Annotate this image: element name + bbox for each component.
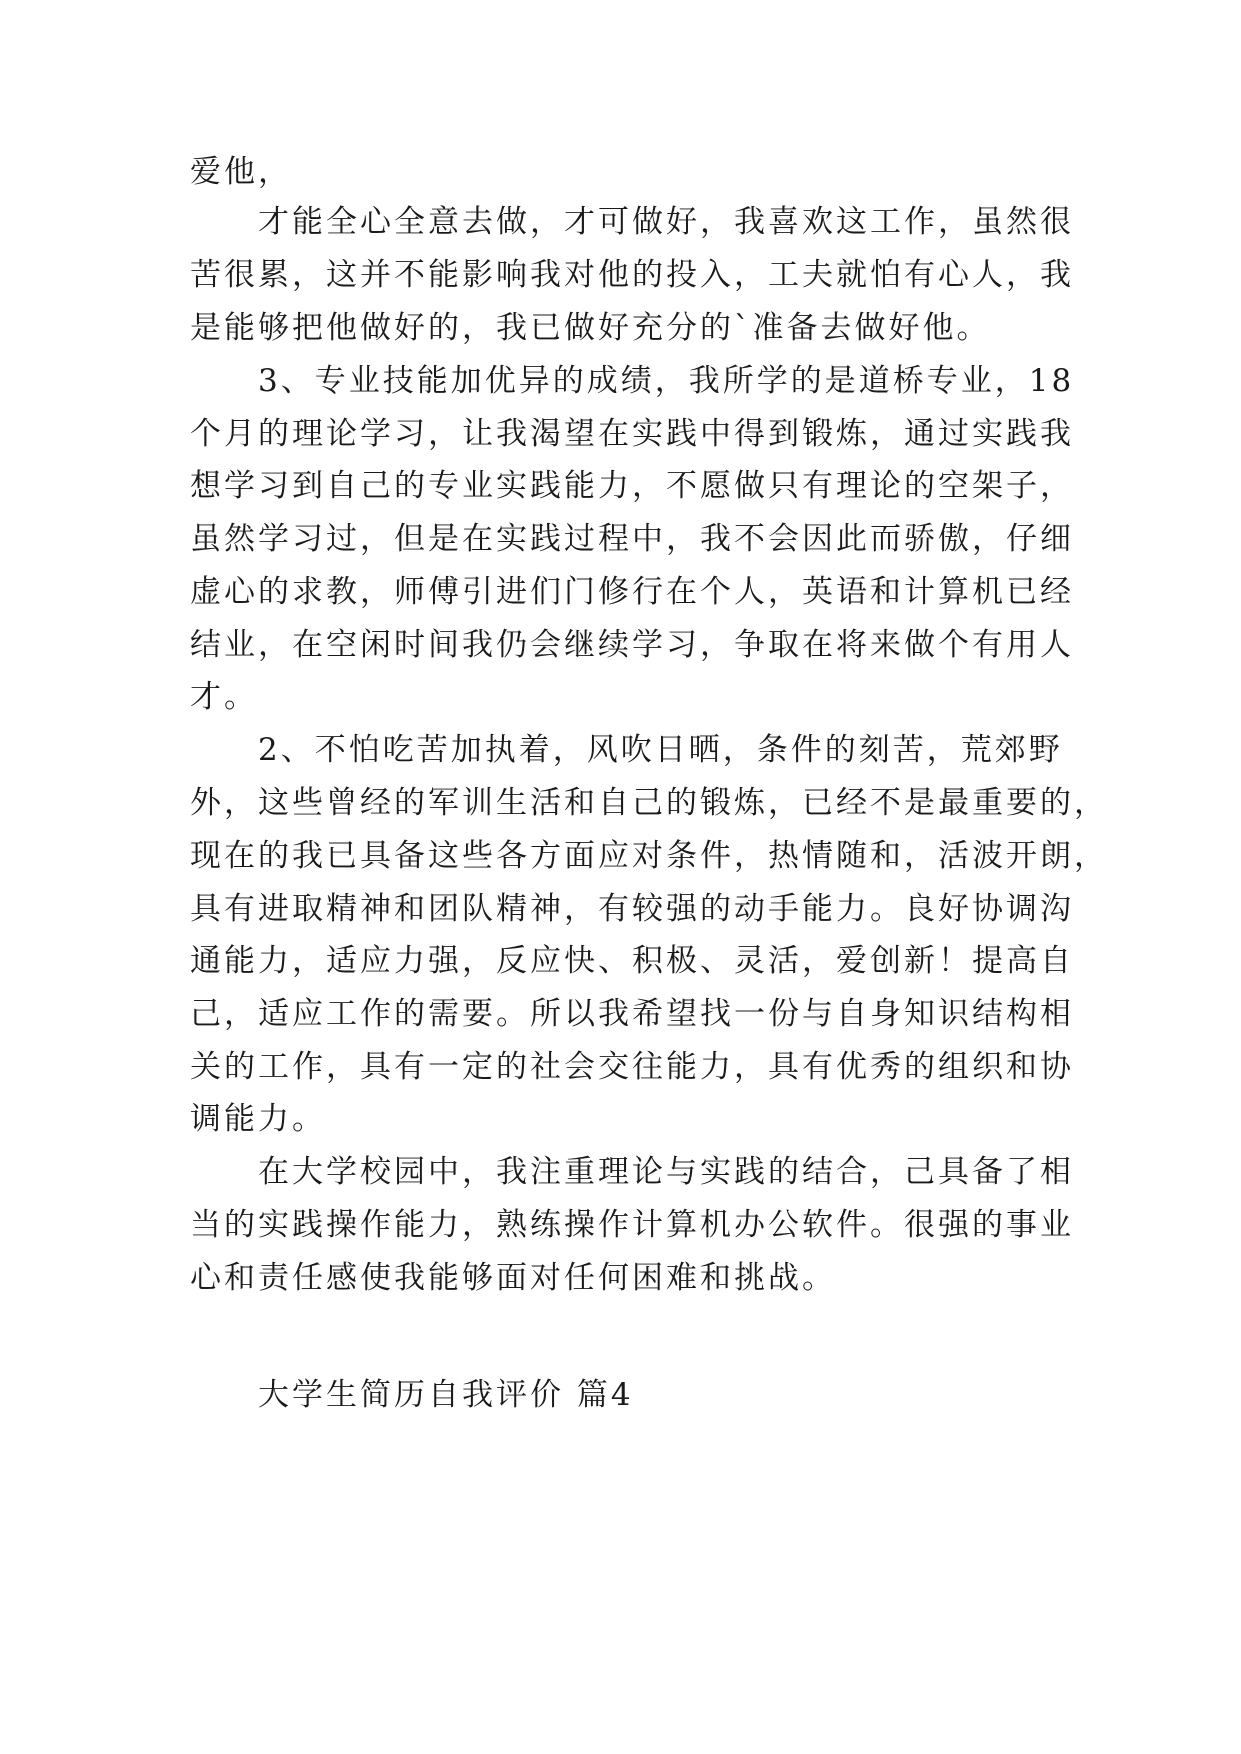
- text-line: 是能够把他做好的，我已做好充分的`准备去做好他。: [190, 310, 991, 346]
- text-line: 虚心的求教，师傅引进们门修行在个人，英语和计算机已经: [190, 574, 1074, 610]
- text-line: 己，适应工作的需要。所以我希望找一份与自身知识结构相: [190, 996, 1074, 1032]
- text-line: 在大学校园中，我注重理论与实践的结合，己具备了相: [258, 1154, 1074, 1190]
- text-line: 才能全心全意去做，才可做好，我喜欢这工作，虽然很: [258, 204, 1074, 240]
- text-line: 通能力，适应力强，反应快、积极、灵活，爱创新！提高自: [190, 943, 1074, 979]
- text-line: 爱他，: [190, 154, 292, 190]
- text-line: 结业，在空闲时间我仍会继续学习，争取在将来做个有用人: [190, 627, 1074, 663]
- text-line: 当的实践操作能力，熟练操作计算机办公软件。很强的事业: [190, 1207, 1074, 1243]
- text-line: 个月的理论学习，让我渴望在实践中得到锻炼，通过实践我: [190, 416, 1074, 452]
- text-line: 关的工作，具有一定的社会交往能力，具有优秀的组织和协: [190, 1049, 1074, 1085]
- text-line: 想学习到自己的专业实践能力，不愿做只有理论的空架子，: [190, 468, 1074, 504]
- text-line: 2、不怕吃苦加执着，风吹日晒，条件的刻苦，荒郊野: [258, 732, 1063, 768]
- section-title: 大学生简历自我评价 篇4: [258, 1377, 634, 1413]
- text-line: 才。: [190, 679, 258, 715]
- text-line: 心和责任感使我能够面对任何困难和挑战。: [190, 1260, 836, 1296]
- text-line: 现在的我已具备这些各方面应对条件，热情随和，活波开朗，: [190, 838, 1108, 874]
- text-line: 具有进取精神和团队精神，有较强的动手能力。良好协调沟: [190, 891, 1074, 927]
- text-line: 3、专业技能加优异的成绩，我所学的是道桥专业，18: [258, 363, 1075, 399]
- text-line: 苦很累，这并不能影响我对他的投入，工夫就怕有心人，我: [190, 257, 1074, 293]
- text-line: 虽然学习过，但是在实践过程中，我不会因此而骄傲，仔细: [190, 521, 1074, 557]
- text-line: 调能力。: [190, 1101, 326, 1137]
- text-line: 外，这些曾经的军训生活和自己的锻炼，已经不是最重要的，: [190, 785, 1108, 821]
